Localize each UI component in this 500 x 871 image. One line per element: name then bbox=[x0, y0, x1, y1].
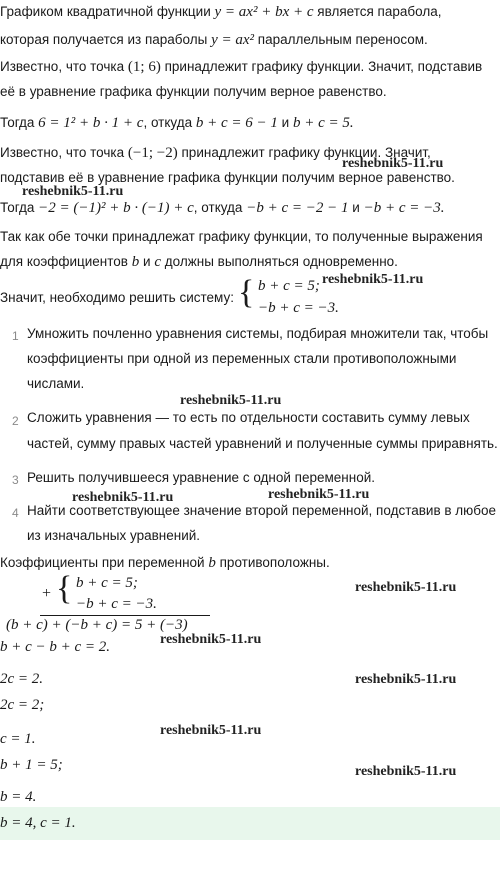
watermark: reshebnik5-11.ru bbox=[180, 393, 282, 408]
addition-brace: { bbox=[56, 570, 73, 607]
text: Известно, что точка bbox=[0, 145, 125, 160]
step-number: 3 bbox=[12, 473, 19, 487]
text: и bbox=[281, 115, 290, 130]
final-answer: b = 4, c = 1. bbox=[0, 815, 76, 831]
step-number: 1 bbox=[12, 329, 19, 343]
text: Тогда bbox=[0, 200, 35, 215]
system-brace: { bbox=[238, 274, 255, 311]
formula-c: c bbox=[154, 254, 161, 270]
watermark: reshebnik5-11.ru bbox=[322, 272, 424, 287]
watermark: reshebnik5-11.ru bbox=[355, 580, 457, 595]
step-number: 2 bbox=[12, 414, 19, 428]
step-4-line1: Найти соответствующее значение второй переменной, подставив в любое bbox=[27, 503, 497, 518]
text: должны выполняться одновременно. bbox=[164, 254, 398, 269]
paragraph-point1-line1 bbox=[0, 59, 482, 76]
step-1-line3: числами. bbox=[27, 376, 85, 391]
equation-step: 2c = 2; bbox=[0, 697, 45, 713]
formula: 6 = 1² + b · 1 + c bbox=[38, 115, 144, 131]
step-1-line2: коэффициенты при одной из переменных стали противоположными bbox=[27, 351, 457, 366]
text: параллельным переносом. bbox=[257, 32, 428, 47]
addition-equation-2: −b + c = −3. bbox=[76, 596, 157, 612]
formula-point2: (−1; −2) bbox=[127, 145, 178, 161]
step-3-line1: Решить получившееся уравнение с одной переменной. bbox=[27, 470, 375, 485]
formula-parabola: y = ax² bbox=[211, 32, 255, 48]
system-equation-2: −b + c = −3. bbox=[258, 300, 339, 316]
paragraph-both-points-line2 bbox=[0, 254, 398, 271]
text: противоположны. bbox=[219, 555, 330, 570]
watermark: reshebnik5-11.ru bbox=[160, 632, 262, 647]
text: является парабола, bbox=[317, 4, 442, 19]
text: и bbox=[143, 254, 151, 269]
text: для коэффициентов bbox=[0, 254, 128, 269]
formula: −b + c = −3. bbox=[363, 200, 445, 216]
watermark: reshebnik5-11.ru bbox=[160, 723, 262, 738]
formula: −b + c = −2 − 1 bbox=[246, 200, 349, 216]
step-2-line1: Сложить уравнения — то есть по отдельности составить сумму левых bbox=[27, 410, 470, 425]
equation-step: b = 4. bbox=[0, 789, 37, 805]
text: , откуда bbox=[143, 115, 193, 130]
watermark: reshebnik5-11.ru bbox=[355, 672, 457, 687]
equation-step: 2c = 2. bbox=[0, 671, 44, 687]
step-4-line2: из изначальных уравнений. bbox=[27, 528, 201, 543]
equation-line-point2 bbox=[0, 200, 444, 217]
sum-equation: (b + c) + (−b + c) = 5 + (−3) bbox=[6, 617, 188, 633]
step-1-line1: Умножить почленно уравнения системы, подбирая множители так, чтобы bbox=[27, 326, 489, 341]
step-2-line2: частей, сумму правых частей уравнений и полученные суммы приравнять. bbox=[27, 436, 498, 451]
formula: b + c = 6 − 1 bbox=[195, 115, 278, 131]
watermark: reshebnik5-11.ru bbox=[268, 487, 370, 502]
step-number: 4 bbox=[12, 506, 19, 520]
text: Известно, что точка bbox=[0, 59, 125, 74]
formula-b: b bbox=[208, 555, 216, 571]
text: принадлежит графику функции. Значит, подставив bbox=[164, 59, 483, 74]
equation-step: b + 1 = 5; bbox=[0, 757, 63, 773]
text: которая получается из параболы bbox=[0, 32, 208, 47]
paragraph-intro-line1 bbox=[0, 4, 441, 21]
watermark: reshebnik5-11.ru bbox=[72, 490, 174, 505]
addition-equation-1: b + c = 5; bbox=[76, 575, 138, 591]
watermark: reshebnik5-11.ru bbox=[22, 184, 124, 199]
equation-step: b + c − b + c = 2. bbox=[0, 639, 111, 655]
text: Коэффициенты при переменной bbox=[0, 555, 205, 570]
text: Графиком квадратичной функции bbox=[0, 4, 211, 19]
paragraph-both-points-line1: Так как обе точки принадлежат графику функции, то полученные выражения bbox=[0, 229, 483, 244]
text: и bbox=[352, 200, 360, 215]
plus-sign: + bbox=[42, 585, 52, 602]
system-intro-text: Значит, необходимо решить систему: bbox=[0, 290, 234, 305]
paragraph-point2-line2: подставив её в уравнение графика функции получим верное равенство. bbox=[0, 170, 455, 185]
text: принадлежит графику функции. Значит, bbox=[181, 145, 431, 160]
equation-step: c = 1. bbox=[0, 731, 36, 747]
watermark: reshebnik5-11.ru bbox=[355, 764, 457, 779]
sum-line bbox=[40, 615, 210, 616]
equation-line-point1 bbox=[0, 115, 354, 132]
formula-b: b bbox=[131, 254, 140, 270]
text: , откуда bbox=[193, 200, 243, 215]
formula: b + c = 5. bbox=[292, 115, 354, 131]
text: Тогда bbox=[0, 115, 35, 130]
formula: −2 = (−1)² + b · (−1) + c bbox=[38, 200, 194, 216]
formula-point1: (1; 6) bbox=[127, 59, 161, 75]
paragraph-intro-line2 bbox=[0, 32, 428, 49]
system-equation-1: b + c = 5; bbox=[258, 278, 320, 294]
watermark: reshebnik5-11.ru bbox=[342, 156, 444, 171]
paragraph-point1-line2: её в уравнение графика функции получим верное равенство. bbox=[0, 84, 387, 99]
coefficients-note bbox=[0, 555, 330, 572]
formula-quadratic: y = ax² + bx + c bbox=[214, 4, 314, 20]
